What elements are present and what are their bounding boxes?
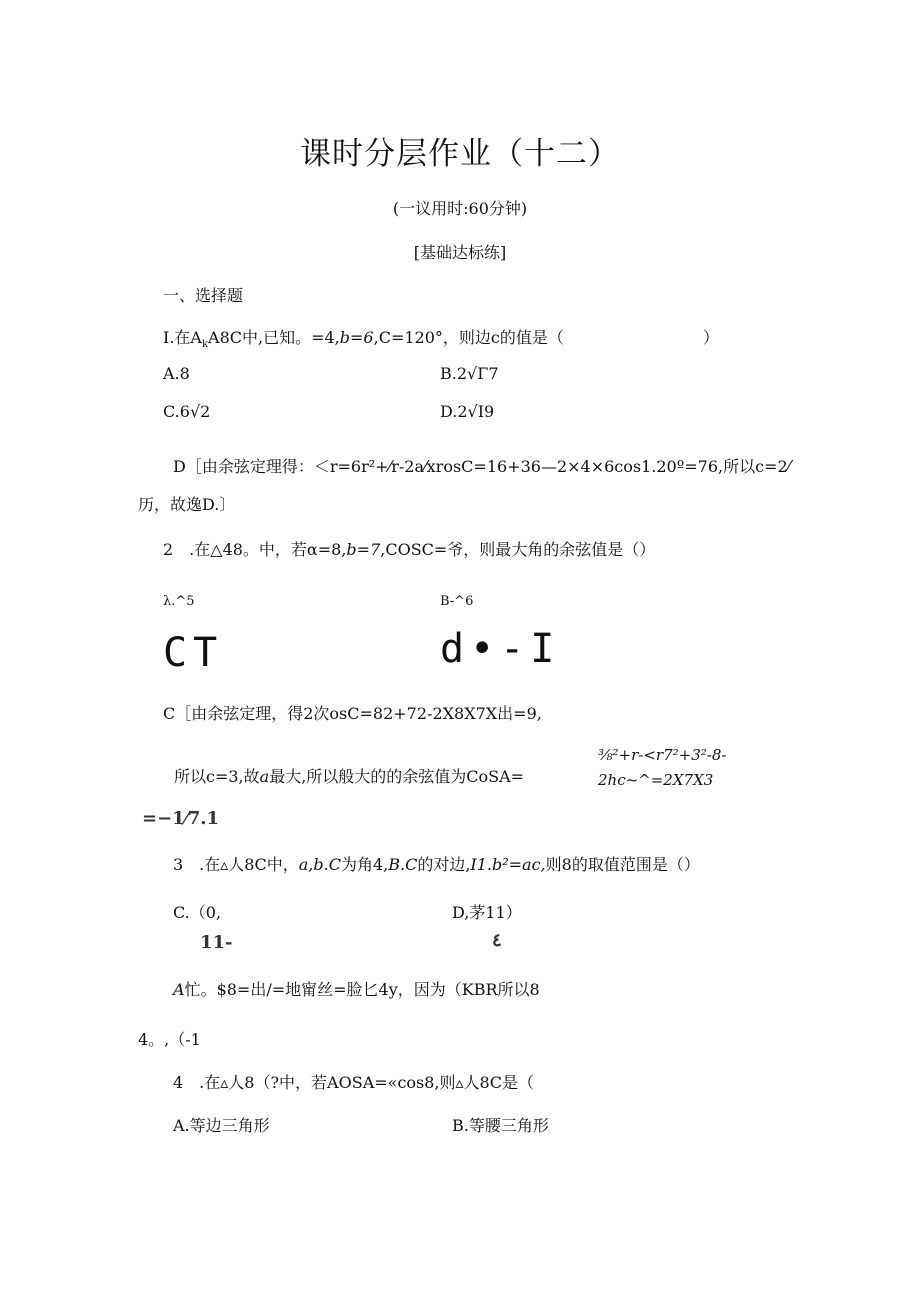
q4-stem: 4 .在▵人8（?中，若AOSA=«cos8,则▵人8C是（: [173, 1073, 534, 1092]
q3-answer-line2: 4。,（-1: [138, 1030, 201, 1049]
q1-stem: I.在$A_kA8C$中,已知。=4,b=6,C=120°，则边c的值是（: [163, 328, 564, 351]
q3-artifact-right: ٤: [492, 930, 502, 951]
q4-option-b: B.等腰三角形: [452, 1116, 549, 1135]
q3-option-d: D,茅11）: [452, 903, 522, 922]
section-heading: 一、选择题: [163, 286, 244, 305]
q2-option-a-small: λ.^5: [163, 594, 195, 609]
q3-artifact-left: 11-: [200, 932, 233, 953]
q2-stem: 2 .在△48。中，若α=8,b=7,COSC=爷，则最大角的余弦值是（）: [163, 540, 656, 559]
q3-answer-line1: A忙。$8=出/=地甯丝=脸匕4y，因为（KBR所以8: [173, 980, 540, 999]
time-limit: (一议用时:60分钟): [392, 199, 528, 218]
q2-option-b-small: B-^6: [440, 594, 474, 609]
q1-option-c: C.6√2: [163, 402, 211, 421]
q1-option-b: B.2√Γ7: [440, 364, 499, 383]
q1-stem-close: ）: [703, 328, 720, 347]
q2-fraction-top: ⅜²+r-<r7²+3²-8-: [598, 746, 727, 764]
q2-answer-fraction-artifact: =−1⁄7.1: [142, 808, 220, 829]
q2-fraction-bottom: 2hc~^=2X7X3: [598, 771, 714, 789]
q3-stem: 3 .在▵人8C中，a,b.C为角4,B.C的对边,I1.b²=ac,则8的取值范围是（）: [173, 855, 700, 874]
q2-answer-line2: 所以c=3,故a最大,所以般大的的余弦值为CoSA=: [174, 767, 525, 786]
q1-answer-line1: D［由余弦定理得：＜r=6r²+⁄r-2a⁄xrosC=16+36—2×4×6cos1.20º=76,所以c=2⁄: [173, 457, 791, 476]
q1-answer-line2: 历，故逸D.〕: [138, 495, 236, 514]
q2-option-b-big: d•-I: [440, 626, 561, 672]
level-label: [基础达标练]: [413, 243, 507, 262]
q3-option-c: C.（0,: [173, 903, 222, 922]
q2-answer-line1: C［由余弦定理，得2次osC=82+72-2X8X7X出=9,: [163, 704, 542, 723]
q4-option-a: A.等边三角形: [173, 1116, 270, 1135]
q1-option-a: A.8: [163, 364, 190, 383]
q2-option-a-big: CT: [163, 630, 224, 676]
page-title: 课时分层作业（十二）: [300, 136, 620, 172]
q1-option-d: D.2√I9: [440, 402, 495, 421]
